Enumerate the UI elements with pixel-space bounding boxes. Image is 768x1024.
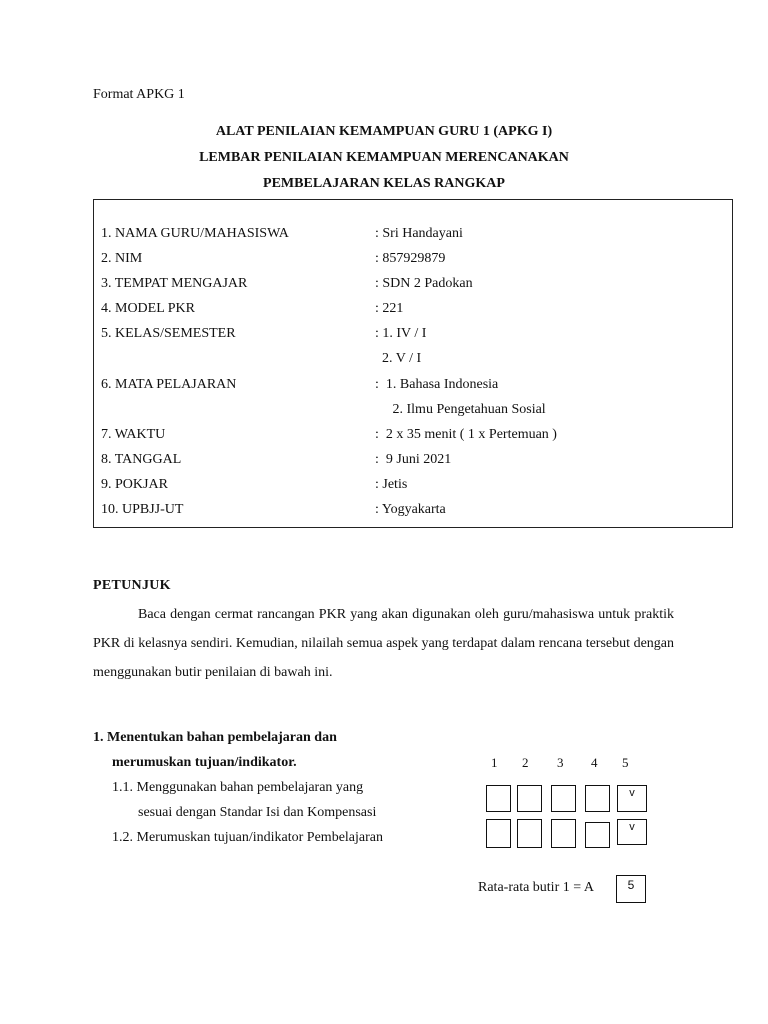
- info-value: : 1. Bahasa Indonesia: [375, 377, 499, 392]
- info-label: 2. NIM: [101, 251, 143, 266]
- document-title-2: LEMBAR PENILAIAN KEMAMPUAN MERENCANAKAN: [199, 150, 569, 165]
- score-box[interactable]: [551, 819, 576, 848]
- petunjuk-text: Baca dengan cermat rancangan PKR yang akan digunakan oleh guru/mahasiswa untuk praktik PKR di kelasnya sendiri. Kemudian, nilailah semua aspek yang terdapat dalam rencana tersebut dengan menggunakan butir penilaian di bawah ini.: [93, 607, 674, 680]
- info-label: 3. TEMPAT MENGAJAR: [101, 276, 248, 291]
- info-label: 5. KELAS/SEMESTER: [101, 326, 236, 341]
- info-label: 1. NAMA GURU/MAHASISWA: [101, 226, 289, 241]
- petunjuk-heading: PETUNJUK: [93, 578, 171, 593]
- section-1-heading: 1. Menentukan bahan pembelajaran dan: [93, 730, 337, 745]
- info-value: : SDN 2 Padokan: [375, 276, 473, 291]
- info-value: : Jetis: [375, 477, 408, 492]
- info-value: : 2 x 35 menit ( 1 x Pertemuan ): [375, 427, 557, 442]
- average-value-box[interactable]: 5: [616, 875, 646, 903]
- score-box[interactable]: [517, 819, 542, 848]
- item-1-1-label: 1.1. Menggunakan bahan pembelajaran yang: [112, 780, 364, 795]
- info-label: 8. TANGGAL: [101, 452, 182, 467]
- info-label: 6. MATA PELAJARAN: [101, 377, 237, 392]
- score-box[interactable]: v: [617, 785, 647, 812]
- info-value: 2. V / I: [375, 351, 422, 366]
- scale-number: 1: [491, 755, 498, 770]
- section-1-heading-cont: merumuskan tujuan/indikator.: [112, 755, 297, 770]
- score-box[interactable]: [585, 822, 610, 848]
- scale-number: 4: [591, 755, 598, 770]
- info-value: : 1. IV / I: [375, 326, 427, 341]
- info-label: 4. MODEL PKR: [101, 301, 195, 316]
- document-title-1: ALAT PENILAIAN KEMAMPUAN GURU 1 (APKG I): [215, 124, 553, 139]
- info-label: 9. POKJAR: [101, 477, 168, 492]
- average-label: Rata-rata butir 1 = A: [478, 880, 594, 895]
- info-label: 10. UPBJJ-UT: [101, 502, 184, 517]
- info-value: : 857929879: [375, 251, 446, 266]
- info-label: 7. WAKTU: [101, 427, 166, 442]
- scale-number: 3: [557, 755, 564, 770]
- scale-number: 5: [622, 755, 629, 770]
- info-value: : 221: [375, 301, 404, 316]
- score-box[interactable]: [486, 785, 511, 812]
- format-label: Format APKG 1: [93, 87, 185, 102]
- item-1-2-label: 1.2. Merumuskan tujuan/indikator Pembelajaran: [112, 830, 383, 845]
- score-box[interactable]: [551, 785, 576, 812]
- info-value: : Yogyakarta: [375, 502, 446, 517]
- score-box[interactable]: [517, 785, 542, 812]
- score-box[interactable]: v: [617, 819, 647, 845]
- petunjuk-paragraph: [93, 600, 674, 687]
- document-title-3: PEMBELAJARAN KELAS RANGKAP: [263, 176, 505, 191]
- item-1-1-label-cont: sesuai dengan Standar Isi dan Kompensasi: [138, 805, 377, 820]
- info-value: 2. Ilmu Pengetahuan Sosial: [375, 402, 546, 417]
- scale-number: 2: [522, 755, 529, 770]
- identity-box: [93, 199, 733, 528]
- score-box[interactable]: [585, 785, 610, 812]
- info-value: : 9 Juni 2021: [375, 452, 452, 467]
- score-box[interactable]: [486, 819, 511, 848]
- info-value: : Sri Handayani: [375, 226, 463, 241]
